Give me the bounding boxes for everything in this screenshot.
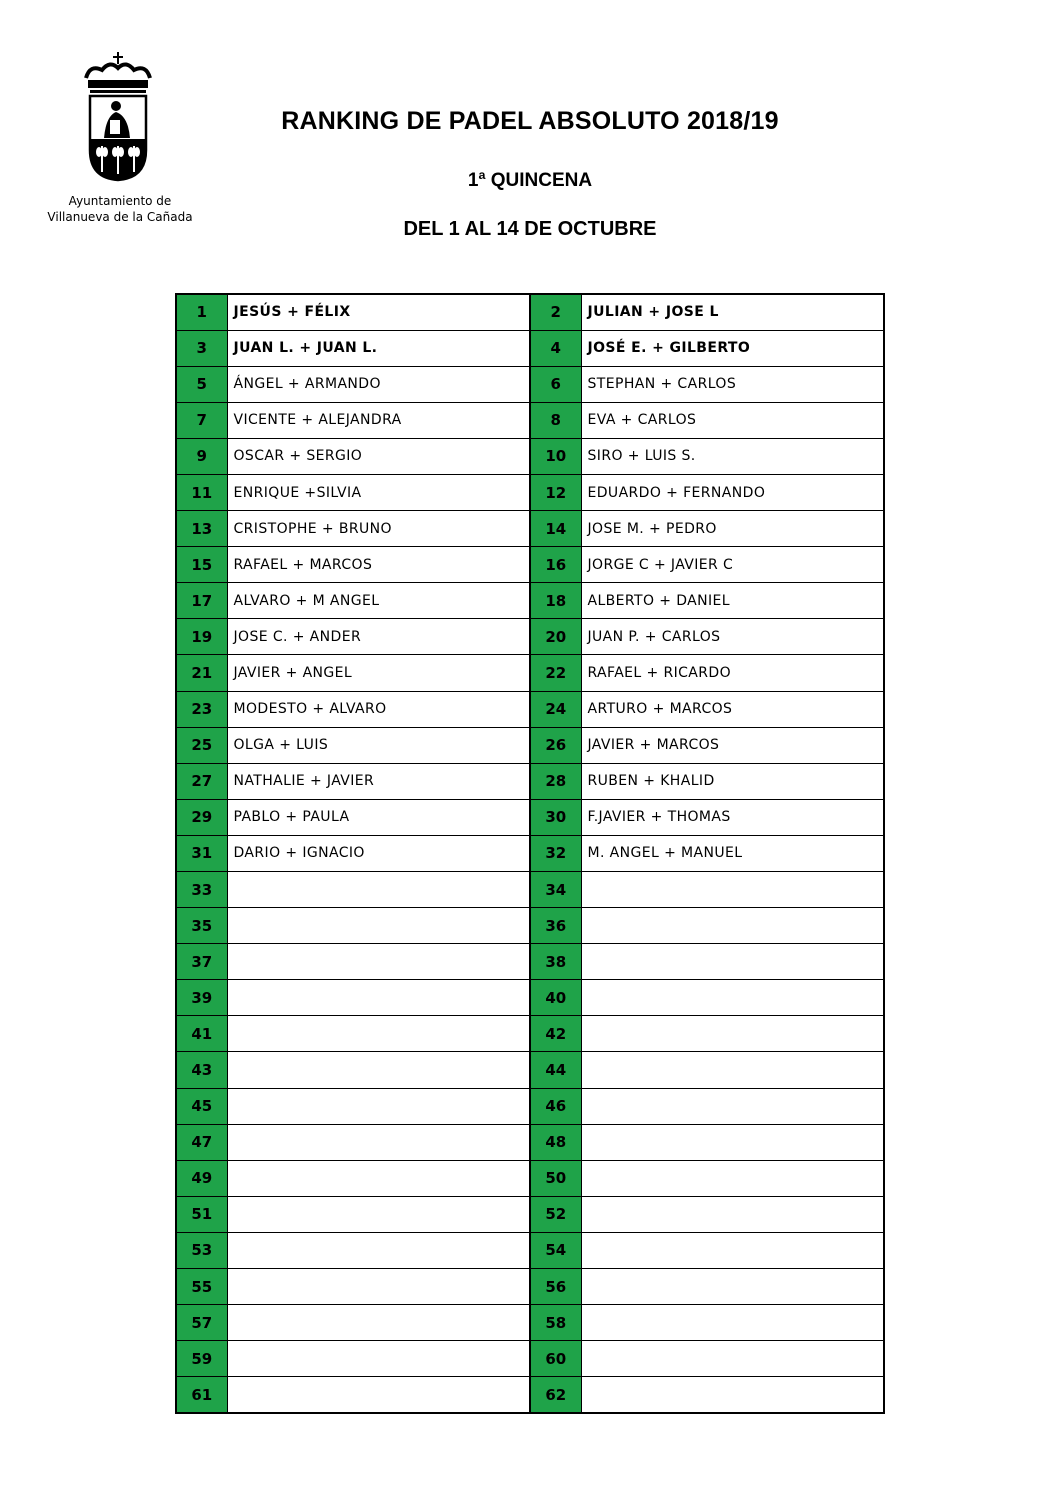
org-name-line1: Ayuntamiento de bbox=[68, 194, 172, 208]
team-pair: EVA + CARLOS bbox=[581, 402, 884, 438]
rank-number: 46 bbox=[530, 1088, 581, 1124]
team-pair: JOSE M. + PEDRO bbox=[581, 511, 884, 547]
table-row bbox=[176, 1377, 884, 1413]
rank-number: 54 bbox=[530, 1232, 581, 1268]
team-pair bbox=[581, 1052, 884, 1088]
coat-of-arms-icon bbox=[80, 50, 160, 185]
rank-number: 51 bbox=[176, 1196, 227, 1232]
rank-number: 62 bbox=[530, 1377, 581, 1413]
team-pair: RAFAEL + MARCOS bbox=[227, 547, 530, 583]
rank-number: 12 bbox=[530, 474, 581, 510]
rank-number: 44 bbox=[530, 1052, 581, 1088]
rank-number: 15 bbox=[176, 547, 227, 583]
rank-number: 49 bbox=[176, 1160, 227, 1196]
team-pair bbox=[227, 1196, 530, 1232]
team-pair: ÁNGEL + ARMANDO bbox=[227, 366, 530, 402]
date-range: DEL 1 AL 14 DE OCTUBRE bbox=[403, 218, 657, 240]
team-pair bbox=[581, 1232, 884, 1268]
table-row bbox=[176, 799, 884, 835]
team-pair bbox=[227, 1016, 530, 1052]
rank-number: 18 bbox=[530, 583, 581, 619]
team-pair bbox=[227, 1052, 530, 1088]
team-pair bbox=[227, 1305, 530, 1341]
rank-number: 16 bbox=[530, 547, 581, 583]
team-pair bbox=[581, 1124, 884, 1160]
rank-number: 31 bbox=[176, 835, 227, 871]
page-title: RANKING DE PADEL ABSOLUTO 2018/19 bbox=[281, 107, 779, 135]
team-pair: RUBEN + KHALID bbox=[581, 763, 884, 799]
rank-number: 5 bbox=[176, 366, 227, 402]
rank-number: 22 bbox=[530, 655, 581, 691]
rank-number: 47 bbox=[176, 1124, 227, 1160]
table-row bbox=[176, 438, 884, 474]
team-pair bbox=[581, 1341, 884, 1377]
table-row bbox=[176, 944, 884, 980]
team-pair bbox=[581, 1377, 884, 1413]
rank-number: 21 bbox=[176, 655, 227, 691]
table-row bbox=[176, 583, 884, 619]
rank-number: 28 bbox=[530, 763, 581, 799]
table-row bbox=[176, 511, 884, 547]
table-row bbox=[176, 330, 884, 366]
team-pair bbox=[227, 1341, 530, 1377]
rank-number: 42 bbox=[530, 1016, 581, 1052]
team-pair bbox=[581, 1088, 884, 1124]
ranking-table bbox=[175, 293, 885, 1414]
org-name-line2: Villanueva de la Cañada bbox=[47, 210, 193, 224]
rank-number: 25 bbox=[176, 727, 227, 763]
rank-number: 50 bbox=[530, 1160, 581, 1196]
table-row bbox=[176, 1232, 884, 1268]
rank-number: 11 bbox=[176, 474, 227, 510]
table-row bbox=[176, 1196, 884, 1232]
team-pair: ARTURO + MARCOS bbox=[581, 691, 884, 727]
rank-number: 36 bbox=[530, 908, 581, 944]
rank-number: 34 bbox=[530, 872, 581, 908]
table-row bbox=[176, 619, 884, 655]
rank-number: 43 bbox=[176, 1052, 227, 1088]
table-row bbox=[176, 691, 884, 727]
table-row bbox=[176, 1016, 884, 1052]
team-pair: RAFAEL + RICARDO bbox=[581, 655, 884, 691]
team-pair: ENRIQUE +SILVIA bbox=[227, 474, 530, 510]
rank-number: 26 bbox=[530, 727, 581, 763]
table-row bbox=[176, 1124, 884, 1160]
team-pair: ALBERTO + DANIEL bbox=[581, 583, 884, 619]
rank-number: 61 bbox=[176, 1377, 227, 1413]
team-pair bbox=[581, 944, 884, 980]
table-row bbox=[176, 366, 884, 402]
team-pair bbox=[581, 872, 884, 908]
rank-number: 45 bbox=[176, 1088, 227, 1124]
team-pair: JOSÉ E. + GILBERTO bbox=[581, 330, 884, 366]
team-pair: VICENTE + ALEJANDRA bbox=[227, 402, 530, 438]
team-pair bbox=[227, 872, 530, 908]
table-row bbox=[176, 402, 884, 438]
team-pair bbox=[227, 908, 530, 944]
rank-number: 13 bbox=[176, 511, 227, 547]
team-pair bbox=[581, 1160, 884, 1196]
team-pair: MODESTO + ALVARO bbox=[227, 691, 530, 727]
team-pair: JAVIER + ANGEL bbox=[227, 655, 530, 691]
rank-number: 33 bbox=[176, 872, 227, 908]
team-pair: JUAN L. + JUAN L. bbox=[227, 330, 530, 366]
rank-number: 59 bbox=[176, 1341, 227, 1377]
rank-number: 20 bbox=[530, 619, 581, 655]
rank-number: 29 bbox=[176, 799, 227, 835]
rank-number: 37 bbox=[176, 944, 227, 980]
rank-number: 52 bbox=[530, 1196, 581, 1232]
team-pair: ALVARO + M ANGEL bbox=[227, 583, 530, 619]
team-pair bbox=[227, 1160, 530, 1196]
rank-number: 3 bbox=[176, 330, 227, 366]
table-row bbox=[176, 1305, 884, 1341]
team-pair bbox=[581, 1016, 884, 1052]
rank-number: 56 bbox=[530, 1269, 581, 1305]
rank-number: 4 bbox=[530, 330, 581, 366]
table-row bbox=[176, 1341, 884, 1377]
municipal-logo bbox=[40, 50, 200, 230]
rank-number: 38 bbox=[530, 944, 581, 980]
table-row bbox=[176, 763, 884, 799]
table-row bbox=[176, 655, 884, 691]
team-pair: M. ANGEL + MANUEL bbox=[581, 835, 884, 871]
rank-number: 41 bbox=[176, 1016, 227, 1052]
rank-number: 57 bbox=[176, 1305, 227, 1341]
page-subtitle: 1ª QUINCENA bbox=[467, 170, 593, 191]
team-pair bbox=[227, 980, 530, 1016]
table-row bbox=[176, 980, 884, 1016]
rank-number: 32 bbox=[530, 835, 581, 871]
team-pair: JOSE C. + ANDER bbox=[227, 619, 530, 655]
table-row bbox=[176, 872, 884, 908]
team-pair bbox=[227, 1124, 530, 1160]
team-pair bbox=[227, 1377, 530, 1413]
rank-number: 19 bbox=[176, 619, 227, 655]
rank-number: 14 bbox=[530, 511, 581, 547]
team-pair: JORGE C + JAVIER C bbox=[581, 547, 884, 583]
team-pair: PABLO + PAULA bbox=[227, 799, 530, 835]
table-row bbox=[176, 1052, 884, 1088]
team-pair: JAVIER + MARCOS bbox=[581, 727, 884, 763]
rank-number: 23 bbox=[176, 691, 227, 727]
rank-number: 39 bbox=[176, 980, 227, 1016]
rank-number: 6 bbox=[530, 366, 581, 402]
rank-number: 60 bbox=[530, 1341, 581, 1377]
table-row bbox=[176, 547, 884, 583]
rank-number: 53 bbox=[176, 1232, 227, 1268]
team-pair: STEPHAN + CARLOS bbox=[581, 366, 884, 402]
table-row bbox=[176, 294, 884, 330]
team-pair bbox=[227, 1269, 530, 1305]
team-pair bbox=[581, 980, 884, 1016]
team-pair bbox=[227, 944, 530, 980]
table-row bbox=[176, 1160, 884, 1196]
rank-number: 9 bbox=[176, 438, 227, 474]
team-pair: F.JAVIER + THOMAS bbox=[581, 799, 884, 835]
team-pair: EDUARDO + FERNANDO bbox=[581, 474, 884, 510]
team-pair: JUAN P. + CARLOS bbox=[581, 619, 884, 655]
table-row bbox=[176, 835, 884, 871]
rank-number: 27 bbox=[176, 763, 227, 799]
rank-number: 40 bbox=[530, 980, 581, 1016]
rank-number: 8 bbox=[530, 402, 581, 438]
team-pair: CRISTOPHE + BRUNO bbox=[227, 511, 530, 547]
team-pair bbox=[581, 1269, 884, 1305]
rank-number: 24 bbox=[530, 691, 581, 727]
rank-number: 30 bbox=[530, 799, 581, 835]
rank-number: 58 bbox=[530, 1305, 581, 1341]
table-row bbox=[176, 474, 884, 510]
team-pair: OLGA + LUIS bbox=[227, 727, 530, 763]
rank-number: 55 bbox=[176, 1269, 227, 1305]
team-pair bbox=[581, 1196, 884, 1232]
rank-number: 7 bbox=[176, 402, 227, 438]
team-pair bbox=[227, 1088, 530, 1124]
rank-number: 1 bbox=[176, 294, 227, 330]
team-pair bbox=[581, 908, 884, 944]
table-row bbox=[176, 1269, 884, 1305]
table-row bbox=[176, 908, 884, 944]
ranking-table-body bbox=[176, 294, 884, 1413]
team-pair: OSCAR + SERGIO bbox=[227, 438, 530, 474]
rank-number: 2 bbox=[530, 294, 581, 330]
table-row bbox=[176, 727, 884, 763]
table-row bbox=[176, 1088, 884, 1124]
team-pair bbox=[227, 1232, 530, 1268]
team-pair: JESÚS + FÉLIX bbox=[227, 294, 530, 330]
rank-number: 48 bbox=[530, 1124, 581, 1160]
rank-number: 10 bbox=[530, 438, 581, 474]
team-pair bbox=[581, 1305, 884, 1341]
team-pair: NATHALIE + JAVIER bbox=[227, 763, 530, 799]
team-pair: JULIAN + JOSE L bbox=[581, 294, 884, 330]
team-pair: DARIO + IGNACIO bbox=[227, 835, 530, 871]
rank-number: 35 bbox=[176, 908, 227, 944]
team-pair: SIRO + LUIS S. bbox=[581, 438, 884, 474]
rank-number: 17 bbox=[176, 583, 227, 619]
